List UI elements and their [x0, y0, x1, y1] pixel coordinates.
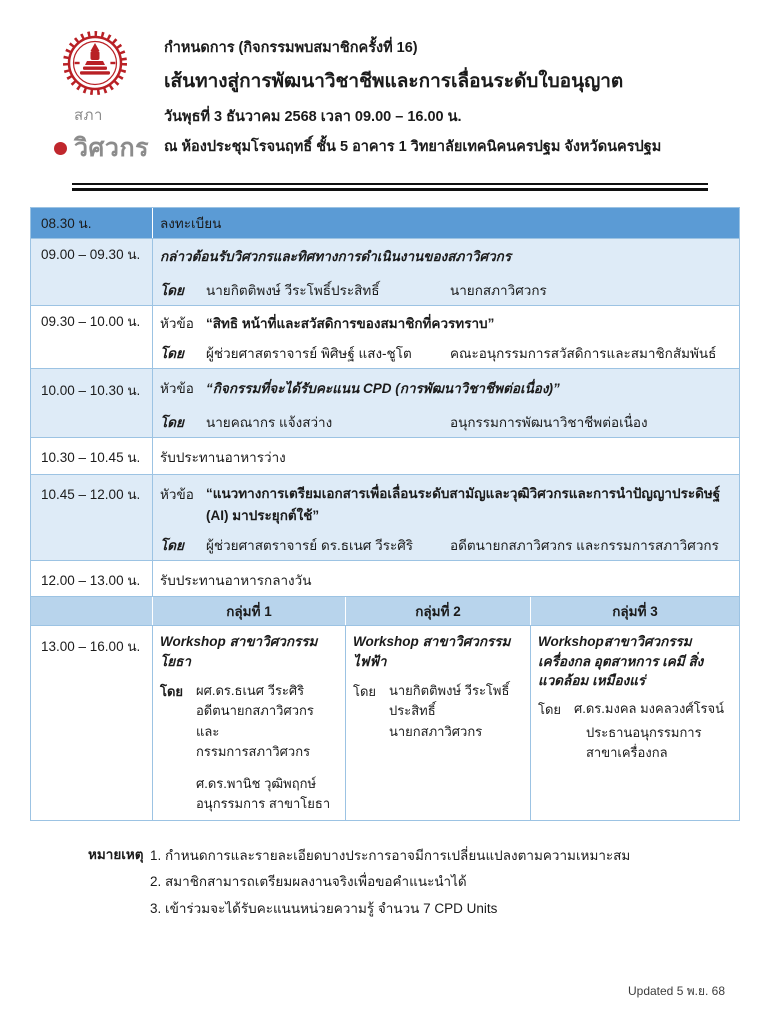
activity-cell: ลงทะเบียน — [160, 216, 222, 231]
workshop-title: Workshop สาขาวิศวกรรมโยธา — [160, 634, 318, 669]
header-divider — [72, 183, 708, 191]
updated-timestamp: Updated 5 พ.ย. 68 — [627, 984, 725, 998]
speaker-name: นายคณากร แจ้งสว่าง — [206, 415, 333, 430]
workshop-mechanical-cell — [531, 626, 739, 820]
logo-text-line1: สภา — [74, 107, 103, 124]
speaker-role: ประธานอนุกรรมการ สาขาเครื่องกล — [586, 725, 702, 761]
speaker-role: อนุกรรมการพัฒนาวิชาชีพต่อเนื่อง — [450, 415, 648, 430]
speaker-role: อดีตนายกสภาวิศวกร และกรรมการสภาวิศวกร — [450, 538, 719, 554]
by-label: โดย — [160, 684, 184, 700]
council-emblem-icon — [62, 30, 160, 101]
time-cell-empty — [31, 597, 153, 625]
speaker-role: กรรมการสภาวิศวกร — [196, 743, 311, 759]
speaker-name: ศ.ดร.พานิช วุฒิพฤกษ์ — [196, 775, 317, 791]
session-cell — [153, 306, 739, 368]
time-cell: 12.00 – 13.00 น. — [31, 561, 153, 596]
note-item: 2. สมาชิกสามารถเตรียมผลงานจริงเพื่อขอคำแนะนำได้ — [150, 874, 467, 890]
schedule-table — [30, 207, 740, 821]
by-label: โดย — [353, 684, 377, 700]
session-topic: “แนวทางการเตรียมเอกสารเพื่อเลื่อนระดับสามัญและวุฒิวิศวกรและการนำปัญญาประดิษฐ์ (AI) มาประยุกต์ใช้” — [206, 486, 721, 523]
table-row — [31, 208, 739, 238]
workshop-title: Workshopสาขาวิศวกรรมเครื่องกล อุตสาหการ เคมี สิ่งแวดล้อม เหมืองแร่ — [538, 634, 704, 689]
table-row — [31, 560, 739, 596]
session-cell — [153, 239, 739, 305]
workshop-civil-cell — [153, 626, 346, 820]
table-row — [31, 305, 739, 368]
time-cell: 09.30 – 10.00 น. — [31, 306, 153, 368]
document-header — [0, 0, 769, 168]
note-item: 1. กำหนดการและรายละเอียดบางประการอาจมีการเปลี่ยนแปลงตามความเหมาะสม — [150, 848, 631, 864]
notes-section — [88, 843, 739, 922]
workshop-electrical-cell — [346, 626, 531, 820]
logo-dot-icon — [54, 142, 67, 155]
activity-cell: รับประทานอาหารว่าง — [160, 450, 286, 465]
time-cell: 13.00 – 16.00 น. — [31, 626, 153, 820]
agenda-title: เส้นทางสู่การพัฒนาวิชาชีพและการเลื่อนระดับใบอนุญาต — [164, 71, 624, 92]
session-title: กล่าวต้อนรับวิศวกรและทิศทางการดำเนินงานของสภาวิศวกร — [160, 249, 512, 264]
agenda-pretitle: กำหนดการ (กิจกรรมพบสมาชิกครั้งที่ 16) — [164, 40, 418, 56]
header-text-block — [160, 30, 661, 168]
group-2-header: กลุ่มที่ 2 — [346, 597, 531, 625]
note-item: 3. เข้าร่วมจะได้รับคะแนนหน่วยความรู้ จำนวน 7 CPD Units — [150, 900, 498, 916]
speaker-role: อดีตนายกสภาวิศวกร และ — [196, 703, 314, 739]
speaker-role: นายกสภาวิศวกร — [389, 723, 483, 739]
by-label: โดย — [538, 701, 562, 717]
table-row — [31, 368, 739, 437]
by-label: โดย — [160, 346, 184, 361]
session-topic: “สิทธิ หน้าที่และสวัสดิการของสมาชิกที่ควรทราบ” — [206, 316, 495, 331]
table-row — [31, 238, 739, 305]
session-cell — [153, 475, 739, 560]
by-label: โดย — [160, 538, 184, 554]
time-cell: 08.30 น. — [31, 208, 153, 238]
time-cell: 10.45 – 12.00 น. — [31, 475, 153, 560]
group-3-header: กลุ่มที่ 3 — [612, 604, 658, 620]
notes-label: หมายเหตุ — [88, 847, 144, 863]
activity-cell: รับประทานอาหารกลางวัน — [160, 573, 312, 589]
speaker-name: ศ.ดร.มงคล มงคลวงศ์โรจน์ — [574, 700, 725, 716]
session-topic: “กิจกรรมที่จะได้รับคะแนน CPD (การพัฒนาวิชาชีพต่อเนื่อง)” — [206, 381, 560, 396]
workshop-row — [31, 625, 739, 820]
time-cell: 10.30 – 10.45 น. — [31, 438, 153, 474]
agenda-venue: ณ ห้องประชุมโรจนฤทธิ์ ชั้น 5 อาคาร 1 วิทยาลัยเทคนิคนครปฐม จังหวัดนครปฐม — [164, 139, 662, 155]
speaker-name: นายกิตติพงษ์ วีระโพธิ์ประสิทธิ์ — [389, 683, 510, 719]
speaker-name: ผู้ช่วยศาสตราจารย์ ดร.ธเนศ วีระศิริ — [206, 538, 414, 554]
workshop-title: Workshop สาขาวิศวกรรมไฟฟ้า — [353, 634, 511, 669]
agenda-datetime: วันพุธที่ 3 ธันวาคม 2568 เวลา 09.00 – 16.00 น. — [164, 109, 462, 125]
topic-label: หัวข้อ — [160, 316, 194, 331]
group-header-row — [31, 596, 739, 625]
table-row — [31, 437, 739, 474]
speaker-role: คณะอนุกรรมการสวัสดิการและสมาชิกสัมพันธ์ — [450, 346, 717, 361]
time-cell: 10.00 – 10.30 น. — [31, 369, 153, 437]
speaker-role: นายกสภาวิศวกร — [450, 283, 547, 298]
logo-text-line2: วิศวกร — [74, 134, 150, 162]
topic-label: หัวข้อ — [160, 487, 194, 502]
topic-label: หัวข้อ — [160, 381, 194, 396]
speaker-role: อนุกรรมการ สาขาโยธา — [196, 796, 331, 812]
group-1-header: กลุ่มที่ 1 — [153, 597, 346, 625]
by-label: โดย — [160, 283, 184, 298]
speaker-name: ผู้ช่วยศาสตราจารย์ พิศิษฐ์ แสง-ชูโต — [206, 346, 412, 361]
time-cell: 09.00 – 09.30 น. — [31, 239, 153, 305]
table-row — [31, 474, 739, 560]
speaker-name: ผศ.ดร.ธเนศ วีระศิริ — [196, 683, 305, 699]
session-cell — [153, 369, 739, 437]
speaker-name: นายกิตติพงษ์ วีระโพธิ์ประสิทธิ์ — [206, 283, 380, 298]
council-of-engineers-logo — [52, 30, 160, 168]
by-label: โดย — [160, 415, 184, 430]
